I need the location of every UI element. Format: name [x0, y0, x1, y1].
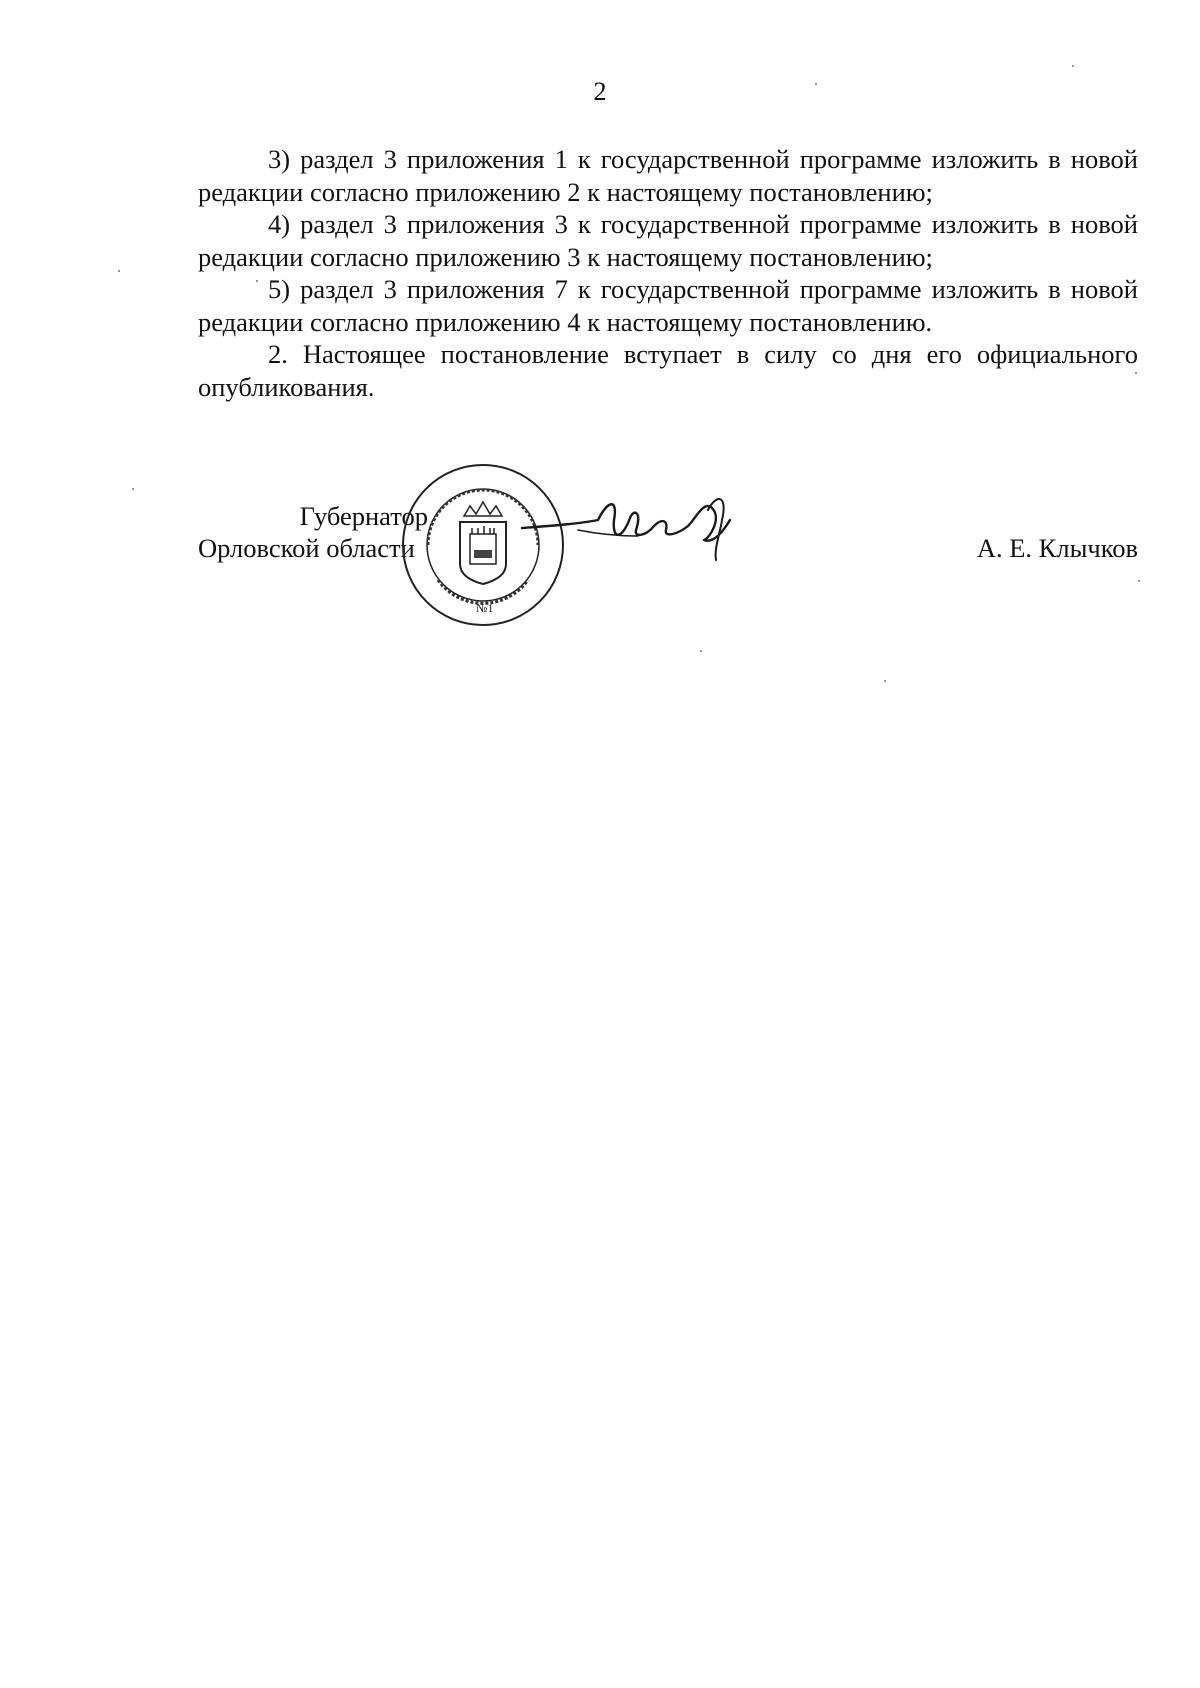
paragraph-effective-date: 2. Настоящее постановление вступает в силу со дня его официального опубликования.: [198, 339, 1138, 402]
signature-block: [198, 500, 1138, 640]
paragraph-item-5: 5) раздел 3 приложения 7 к государственной программе изложить в новой редакции согласно приложению 4 к настоящему постановлению.: [198, 274, 1138, 337]
signatory-region: Орловской области: [198, 533, 415, 563]
signatory-title: [198, 500, 428, 564]
page-number: 2: [593, 77, 607, 106]
handwritten-signature: [518, 490, 738, 580]
signatory-position: Губернатор: [299, 501, 428, 531]
paragraph-item-4: 4) раздел 3 приложения 3 к государственной программе изложить в новой редакции согласно приложению 3 к настоящему постановлению;: [198, 209, 1138, 272]
signatory-name: А. Е. Клычков: [976, 533, 1138, 563]
scan-speck: [815, 83, 817, 85]
scan-speck: [256, 280, 258, 282]
body-text: [198, 143, 1138, 403]
scan-speck: [1135, 372, 1137, 374]
scan-speck: [884, 680, 886, 682]
scan-speck: [118, 270, 120, 272]
paragraph-item-3: 3) раздел 3 приложения 1 к государственной программе изложить в новой редакции согласно приложению 2 к настоящему постановлению;: [198, 144, 1138, 207]
svg-text:№1: №1: [476, 601, 494, 615]
scan-speck: [1072, 65, 1074, 67]
scan-speck: [1138, 580, 1140, 582]
scan-speck: [132, 488, 134, 490]
scan-speck: [700, 650, 702, 652]
